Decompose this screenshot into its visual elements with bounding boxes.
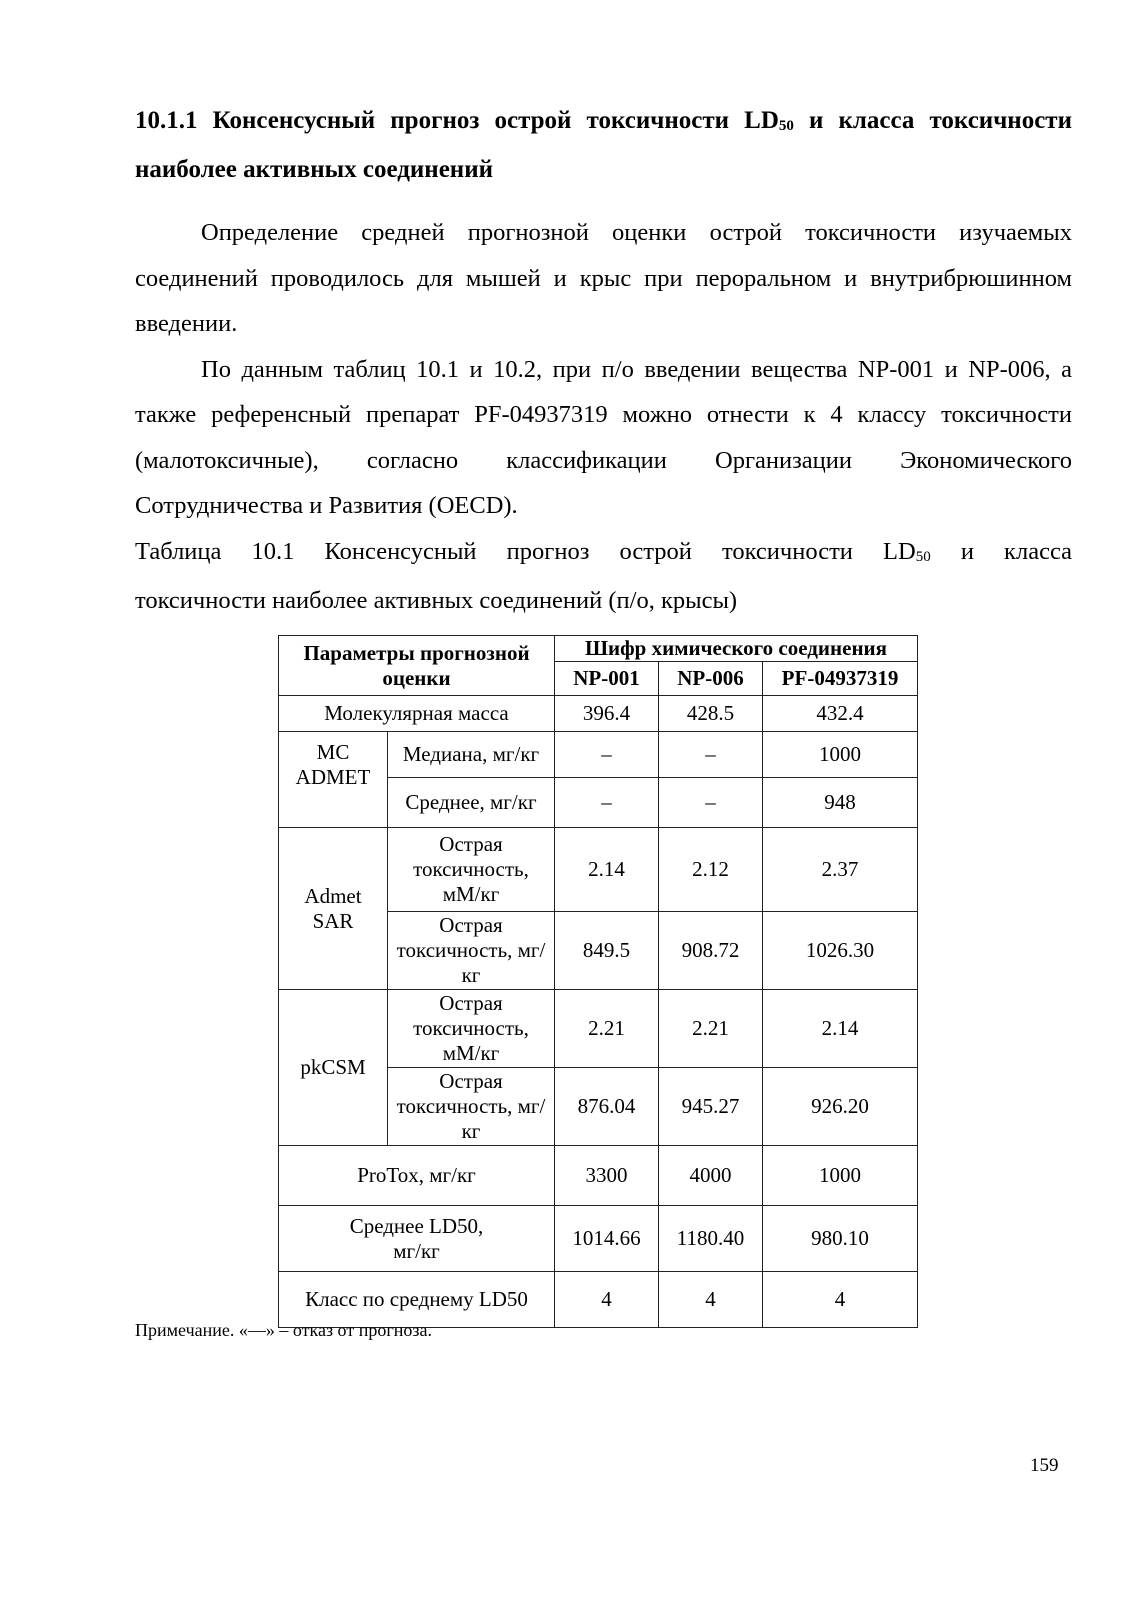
table-row: Admet SAR Острая токсичность, мМ/кг 2.14 2.12 2.37 xyxy=(279,828,918,912)
table-row: MC ADMET Медиана, мг/кг – – 1000 xyxy=(279,732,918,778)
compound-header: NP-006 xyxy=(659,662,763,696)
group-label: pkCSM xyxy=(279,990,388,1146)
group-label: MC ADMET xyxy=(279,732,388,828)
paragraph-2: По данным таблиц 10.1 и 10.2, при п/о введении вещества NP-001 и NP-006, а также референсный препарат PF-04937319 можно отнести к 4 классу токсичности (малотоксичные), согласно классификации Организации Экономического Сотрудничества и Развития (OECD). xyxy=(135,355,1072,519)
table-row: pkCSM Острая токсичность, мМ/кг 2.21 2.21 2.14 xyxy=(279,990,918,1068)
compound-header: PF-04937319 xyxy=(763,662,918,696)
table-row: Острая токсичность, мг/кг 849.5 908.72 1026.30 xyxy=(279,912,918,990)
header-code: Шифр химического соединения xyxy=(555,636,918,662)
table-row: Острая токсичность, мг/кг 876.04 945.27 926.20 xyxy=(279,1068,918,1146)
document-page xyxy=(135,98,1072,624)
group-label: Admet SAR xyxy=(279,828,388,990)
table-row: Среднее LD50, мг/кг 1014.66 1180.40 980.10 xyxy=(279,1206,918,1272)
header-params: Параметры прогнозной оценки xyxy=(279,636,555,696)
table-row: Среднее, мг/кг – – 948 xyxy=(279,778,918,828)
table-row: Молекулярная масса 396.4 428.5 432.4 xyxy=(279,696,918,732)
page-number: 159 xyxy=(1030,1455,1059,1476)
compound-header: NP-001 xyxy=(555,662,659,696)
toxicity-table xyxy=(278,635,918,1328)
table-caption: Таблица 10.1 Консенсусный прогноз острой токсичности $LD_{50}$ и класса токсичности наиболее активных соединений (п/о, крысы) xyxy=(135,537,1072,614)
table-note: Примечание. «—» – отказ от прогноза. xyxy=(135,1320,432,1340)
paragraph-1: Определение средней прогнозной оценки острой токсичности изучаемых соединений проводилось для мышей и крыс при пероральном и внутрибрюшинном введении. xyxy=(135,219,1072,337)
table-row: Класс по среднему LD50 4 4 4 xyxy=(279,1272,918,1328)
section-heading: 10.1.1 Консенсусный прогноз острой токсичности $LD_{50}$ и класса токсичности наиболее активных соединений xyxy=(135,107,1072,183)
table-row: ProTox, мг/кг 3300 4000 1000 xyxy=(279,1146,918,1206)
